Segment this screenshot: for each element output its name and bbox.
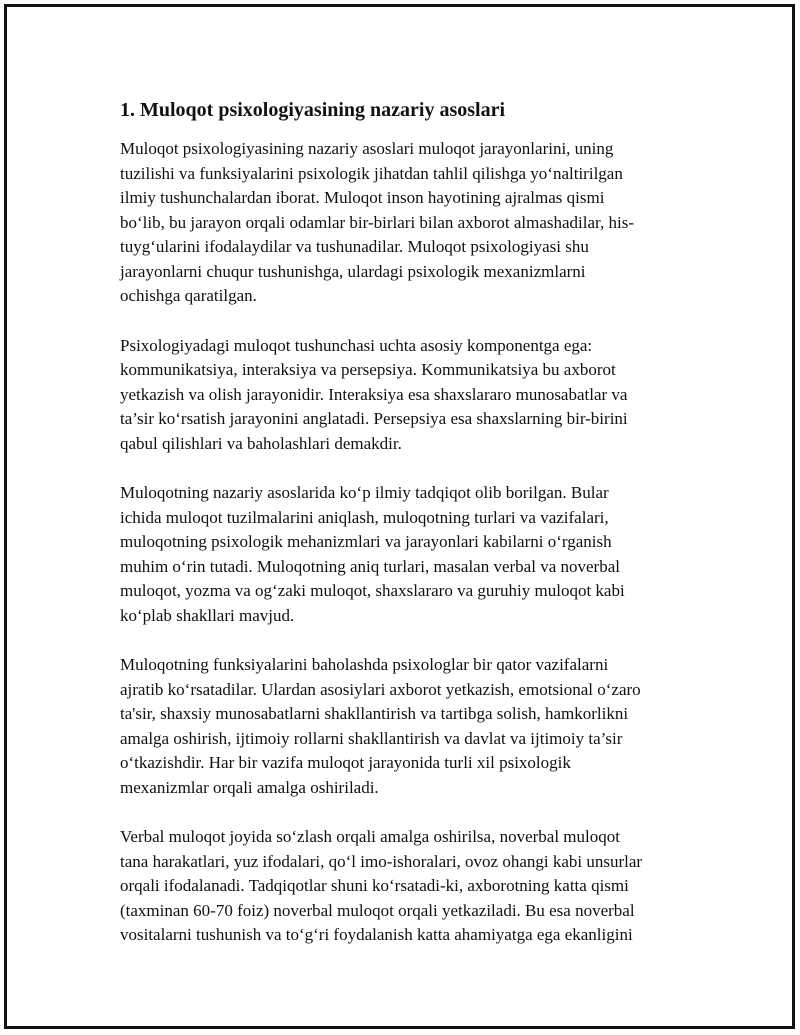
text-line: Psixologiyadagi muloqot tushunchasi uchta asosiy komponentga ega: — [120, 335, 593, 355]
section-heading: 1. Muloqot psixologiyasining nazariy asoslari — [120, 99, 506, 121]
text-line: ko‘plab shakllari mavjud. — [120, 605, 295, 625]
document-page — [4, 4, 795, 1029]
text-line: orqali ifodalanadi. Tadqiqotlar shuni ko‘rsatadi-ki, axborotning katta qismi — [120, 876, 629, 895]
paragraph-3 — [120, 481, 692, 628]
paragraph-1 — [120, 137, 692, 309]
text-line: ichida muloqot tuzilmalarini aniqlash, muloqotning turlari va vazifalari, — [120, 507, 609, 527]
paragraph-4 — [120, 653, 692, 800]
text-line: o‘tkazishdir. Har bir vazifa muloqot jarayonida turli xil psixologik — [120, 753, 571, 772]
text-line: ilmiy tushunchalardan iborat. Muloqot inson hayotining ajralmas qismi — [120, 188, 605, 207]
text-line: tuyg‘ularini ifodalaydilar va tushunadilar. Muloqot psixologiyasi shu — [120, 237, 589, 256]
text-line: ta'sir, shaxsiy munosabatlarni shakllantirish va tartibga solish, hamkorlikni — [120, 704, 629, 723]
text-line: qabul qilishlari va baholashlari demakdir. — [120, 433, 402, 453]
text-line: yetkazish va olish jarayonidir. Interaksiya esa shaxslararo munosabatlar va — [120, 384, 628, 404]
text-line: Muloqot psixologiyasining nazariy asoslari muloqot jarayonlarini, uning — [120, 139, 614, 158]
text-line: ajratib ko‘rsatadilar. Ulardan asosiylari axborot yetkazish, emotsional o‘zaro — [120, 679, 641, 699]
document-body — [120, 95, 692, 973]
text-line: ta’sir ko‘rsatish jarayonini anglatadi. Persepsiya esa shaxslarning bir-birini — [120, 409, 628, 428]
text-line: tuzilishi va funksiyalarini psixologik jihatdan tahlil qilishga yo‘naltirilgan — [120, 163, 623, 183]
paragraph-5 — [120, 825, 692, 948]
text-line: (taxminan 60-70 foiz) noverbal muloqot orqali yetkaziladi. Bu esa noverbal — [120, 900, 635, 920]
text-line: kommunikatsiya, interaksiya va persepsiya. Kommunikatsiya bu axborot — [120, 360, 616, 379]
text-line: Verbal muloqot joyida so‘zlash orqali amalga oshirilsa, noverbal muloqot — [120, 827, 620, 846]
text-line: Muloqotning funksiyalarini baholashda psixologlar bir qator vazifalarni — [120, 655, 609, 674]
text-line: mexanizmlar orqali amalga oshiriladi. — [120, 777, 379, 797]
text-line: vositalarni tushunish va to‘g‘ri foydalanish katta ahamiyatga ega ekanligini — [120, 925, 633, 944]
text-line: amalga oshirish, ijtimoiy rollarni shakllantirish va davlat va ijtimoiy ta’sir — [120, 728, 623, 748]
text-line: muhim o‘rin tutadi. Muloqotning aniq turlari, masalan verbal va noverbal — [120, 556, 620, 576]
text-line: jarayonlarni chuqur tushunishga, ulardagi psixologik mexanizmlarni — [120, 261, 586, 281]
paragraph-2 — [120, 334, 692, 457]
text-line: ochishga qaratilgan. — [120, 286, 257, 305]
text-line: tana harakatlari, yuz ifodalari, qo‘l imo-ishoralari, ovoz ohangi kabi unsurlar — [120, 851, 643, 871]
text-line: muloqotning psixologik mehanizmlari va jarayonlari kabilarni o‘rganish — [120, 532, 612, 551]
text-line: Muloqotning nazariy asoslarida ko‘p ilmiy tadqiqot olib borilgan. Bular — [120, 483, 609, 502]
text-line: muloqot, yozma va og‘zaki muloqot, shaxslararo va guruhiy muloqot kabi — [120, 581, 625, 600]
text-line: bo‘lib, bu jarayon orqali odamlar bir-birlari bilan axborot almashadilar, his- — [120, 212, 635, 232]
